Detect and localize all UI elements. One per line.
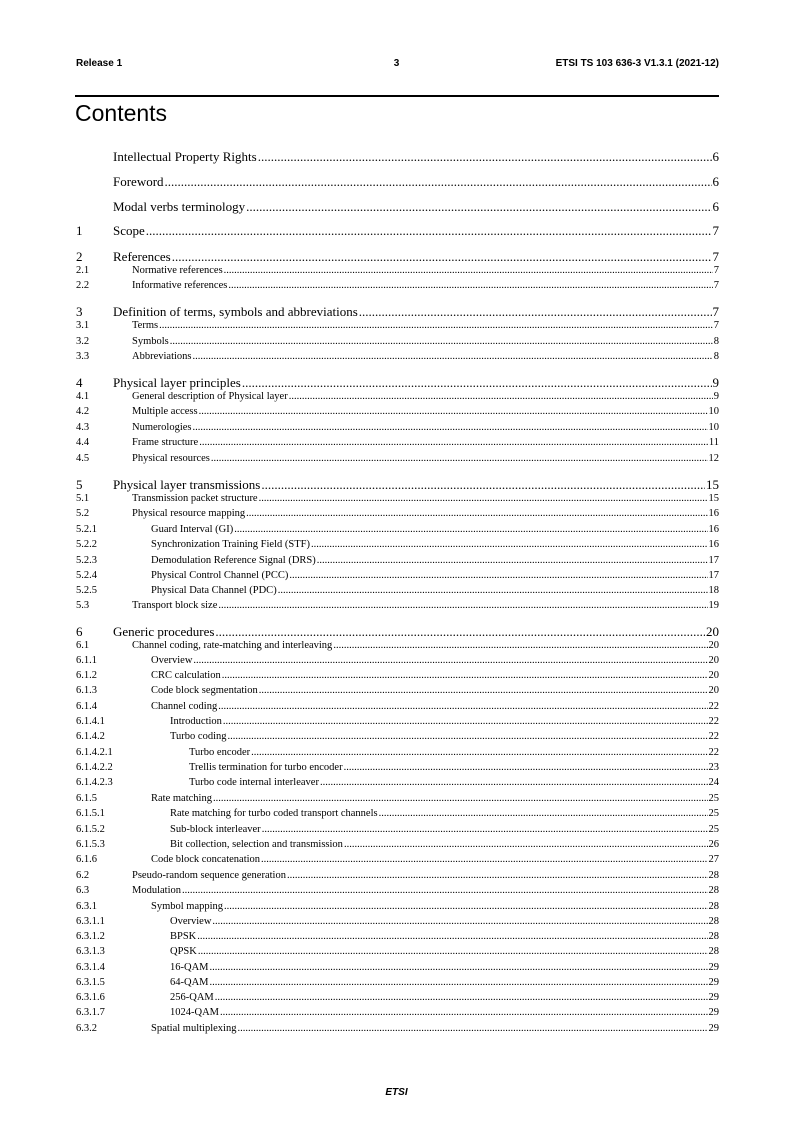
toc-entry-number: 2.1 <box>76 265 90 276</box>
toc-entry[interactable] <box>76 149 719 165</box>
toc-entry[interactable] <box>76 249 719 265</box>
toc-entry-number: 6.1.4 <box>76 701 97 712</box>
toc-dot-leader <box>199 406 708 417</box>
toc-entry-title: Frame structure <box>132 437 199 448</box>
toc-entry-number: 6.1.5.2 <box>76 824 105 835</box>
toc-entry-number: 6.3.1.6 <box>76 992 105 1003</box>
toc-entry-page: 15 <box>706 477 719 492</box>
toc-entry-number: 6.1.1 <box>76 655 97 666</box>
toc-entry-page: 7 <box>712 249 719 264</box>
toc-dot-leader <box>218 701 707 712</box>
toc-entry-page: 20 <box>706 624 719 639</box>
toc-entry-number: 5.2 <box>76 508 90 519</box>
toc-dot-leader <box>289 391 713 402</box>
toc-entry-page: 29 <box>708 1007 719 1018</box>
toc-dot-leader <box>212 916 707 927</box>
toc-entry[interactable] <box>76 931 719 942</box>
toc-entry-page: 19 <box>708 600 719 611</box>
toc-entry-title: Trellis termination for turbo encoder <box>189 762 343 773</box>
toc-entry-page: 29 <box>708 977 719 988</box>
toc-dot-leader <box>220 1007 708 1018</box>
toc-entry[interactable] <box>76 524 719 535</box>
toc-dot-leader <box>228 280 712 291</box>
toc-entry-number: 6.1.3 <box>76 685 97 696</box>
toc-entry-title: 256-QAM <box>170 992 214 1003</box>
toc-entry-number: 1 <box>76 223 83 238</box>
toc-entry-title: Pseudo-random sequence generation <box>132 870 286 881</box>
toc-entry-page: 11 <box>708 437 719 448</box>
toc-entry-title: Generic procedures <box>113 624 215 639</box>
toc-entry-title: Bit collection, selection and transmission <box>170 839 343 850</box>
toc-entry[interactable] <box>76 437 719 448</box>
toc-entry-title: Physical layer transmissions <box>113 477 261 492</box>
toc-entry-title: 16-QAM <box>170 962 209 973</box>
toc-dot-leader <box>223 716 708 727</box>
toc-entry-number: 5.2.1 <box>76 524 97 535</box>
toc-entry-number: 6.1.5 <box>76 793 97 804</box>
toc-entry-title: QPSK <box>170 946 197 957</box>
toc-entry-title: Symbols <box>132 336 169 347</box>
toc-entry-number: 6.1.4.1 <box>76 716 105 727</box>
toc-entry-page: 20 <box>708 685 719 696</box>
toc-dot-leader <box>193 351 713 362</box>
toc-entry-page: 20 <box>708 670 719 681</box>
toc-entry-page: 7 <box>712 223 719 238</box>
toc-entry-page: 7 <box>713 265 719 276</box>
toc-dot-leader <box>228 731 708 742</box>
toc-dot-leader <box>197 931 707 942</box>
toc-entry[interactable] <box>76 1007 719 1018</box>
toc-dot-leader <box>224 265 713 276</box>
toc-entry-title: Introduction <box>170 716 222 727</box>
toc-entry-page: 22 <box>708 731 719 742</box>
toc-entry[interactable] <box>76 555 719 566</box>
toc-entry-page: 29 <box>708 1023 719 1034</box>
toc-entry-title: Symbol mapping <box>151 901 224 912</box>
toc-entry-number: 6.1.4.2 <box>76 731 105 742</box>
toc-entry-title: Channel coding, rate-matching and interleaving <box>132 640 333 651</box>
toc-entry-title: Transport block size <box>132 600 218 611</box>
toc-entry-number: 5 <box>76 477 83 492</box>
toc-entry[interactable] <box>76 493 719 504</box>
toc-entry-number: 4.2 <box>76 406 90 417</box>
toc-entry-title: Modal verbs terminology <box>113 199 246 214</box>
toc-entry-page: 29 <box>708 992 719 1003</box>
toc-entry-page: 6 <box>712 199 719 214</box>
toc-entry-number: 5.2.5 <box>76 585 97 596</box>
toc-entry[interactable] <box>76 824 719 835</box>
toc-entry-title: Physical Data Channel (PDC) <box>151 585 277 596</box>
toc-entry[interactable] <box>76 223 719 239</box>
toc-entry-number: 5.2.3 <box>76 555 97 566</box>
toc-entry[interactable] <box>76 655 719 666</box>
toc-entry[interactable] <box>76 762 719 773</box>
toc-entry-page: 25 <box>708 808 719 819</box>
toc-entry[interactable] <box>76 640 719 651</box>
toc-entry-title: Foreword <box>113 174 164 189</box>
toc-entry-page: 8 <box>713 351 719 362</box>
toc-entry-number: 6.1.5.3 <box>76 839 105 850</box>
toc-entry-title: Sub-block interleaver <box>170 824 261 835</box>
toc-entry[interactable] <box>76 777 719 788</box>
header-rule <box>75 95 719 97</box>
toc-entry-title: Synchronization Training Field (STF) <box>151 539 310 550</box>
toc-entry[interactable] <box>76 422 719 433</box>
toc-entry-page: 28 <box>708 870 719 881</box>
toc-entry-page: 8 <box>713 336 719 347</box>
toc-entry-number: 6.2 <box>76 870 90 881</box>
toc-entry[interactable] <box>76 670 719 681</box>
toc-entry[interactable] <box>76 477 719 493</box>
toc-entry-number: 4.5 <box>76 453 90 464</box>
toc-entry-page: 20 <box>708 655 719 666</box>
toc-entry-number: 5.1 <box>76 493 90 504</box>
toc-entry-page: 6 <box>712 149 719 164</box>
toc-entry-number: 3.2 <box>76 336 90 347</box>
toc-dot-leader <box>262 824 708 835</box>
toc-entry-title: Channel coding <box>151 701 218 712</box>
toc-entry-number: 3 <box>76 304 83 319</box>
toc-entry-page: 28 <box>708 916 719 927</box>
toc-dot-leader <box>333 640 707 651</box>
toc-entry-title: CRC calculation <box>151 670 221 681</box>
toc-entry[interactable] <box>76 1023 719 1034</box>
toc-entry-title: Abbreviations <box>132 351 192 362</box>
toc-entry-title: Multiple access <box>132 406 198 417</box>
toc-entry-page: 10 <box>708 422 719 433</box>
toc-entry-page: 24 <box>708 777 719 788</box>
toc-dot-leader <box>210 962 708 973</box>
toc-entry-title: Numerologies <box>132 422 192 433</box>
toc-entry[interactable] <box>76 808 719 819</box>
toc-entry[interactable] <box>76 901 719 912</box>
toc-entry[interactable] <box>76 747 719 758</box>
toc-dot-leader <box>234 524 707 535</box>
toc-entry-page: 9 <box>713 391 719 402</box>
toc-dot-leader <box>198 946 708 957</box>
toc-entry-title: Scope <box>113 223 145 238</box>
toc-dot-leader <box>359 304 712 320</box>
toc-entry-title: Physical layer principles <box>113 375 241 390</box>
toc-dot-leader <box>261 854 707 865</box>
toc-entry-page: 29 <box>708 962 719 973</box>
toc-entry-number: 6.1.4.2.3 <box>76 777 113 788</box>
toc-dot-leader <box>251 747 707 758</box>
toc-entry-title: References <box>113 249 171 264</box>
toc-entry[interactable] <box>76 391 719 402</box>
toc-dot-leader <box>199 437 708 448</box>
toc-dot-leader <box>379 808 708 819</box>
toc-entry-title: Code block concatenation <box>151 854 261 865</box>
toc-entry-page: 22 <box>708 716 719 727</box>
toc-entry-title: Normative references <box>132 265 223 276</box>
toc-entry-page: 7 <box>713 280 719 291</box>
toc-dot-leader <box>193 422 708 433</box>
toc-entry[interactable] <box>76 716 719 727</box>
toc-entry[interactable] <box>76 174 719 190</box>
toc-entry[interactable] <box>76 854 719 865</box>
toc-entry-number: 6.1.4.2.1 <box>76 747 113 758</box>
toc-entry-title: Terms <box>132 320 159 331</box>
toc-dot-leader <box>159 320 713 331</box>
toc-entry-title: Modulation <box>132 885 181 896</box>
toc-entry-number: 5.3 <box>76 600 90 611</box>
toc-entry-page: 6 <box>712 174 719 189</box>
toc-entry-title: Overview <box>170 916 212 927</box>
toc-entry-number: 6.1.5.1 <box>76 808 105 819</box>
toc-entry-page: 17 <box>708 570 719 581</box>
toc-entry-title: Turbo coding <box>170 731 227 742</box>
toc-dot-leader <box>259 493 708 504</box>
toc-entry[interactable] <box>76 336 719 347</box>
toc-entry[interactable] <box>76 916 719 927</box>
toc-dot-leader <box>278 585 708 596</box>
toc-entry[interactable] <box>76 265 719 276</box>
toc-entry-page: 28 <box>708 946 719 957</box>
toc-dot-leader <box>246 508 707 519</box>
toc-entry-title: Physical resource mapping <box>132 508 246 519</box>
toc-entry-title: Code block segmentation <box>151 685 258 696</box>
toc-entry-number: 6 <box>76 624 83 639</box>
toc-dot-leader <box>287 870 708 881</box>
toc-dot-leader <box>344 762 708 773</box>
toc-entry-title: Guard Interval (GI) <box>151 524 234 535</box>
toc-entry[interactable] <box>76 624 719 640</box>
toc-entry-number: 6.3 <box>76 885 90 896</box>
header-document-id: ETSI TS 103 636-3 V1.3.1 (2021-12) <box>555 58 719 69</box>
toc-entry[interactable] <box>76 946 719 957</box>
toc-entry-number: 6.3.1.1 <box>76 916 105 927</box>
toc-dot-leader <box>213 793 708 804</box>
toc-entry-page: 7 <box>712 304 719 319</box>
toc-entry-number: 6.3.1 <box>76 901 97 912</box>
toc-dot-leader <box>222 670 708 681</box>
toc-entry[interactable] <box>76 320 719 331</box>
toc-entry-page: 28 <box>708 931 719 942</box>
toc-entry-title: General description of Physical layer <box>132 391 288 402</box>
toc-entry[interactable] <box>76 304 719 320</box>
toc-entry-number: 6.1.4.2.2 <box>76 762 113 773</box>
toc-dot-leader <box>344 839 708 850</box>
toc-entry[interactable] <box>76 962 719 973</box>
toc-dot-leader <box>258 149 712 165</box>
toc-dot-leader <box>182 885 708 896</box>
toc-dot-leader <box>237 1023 707 1034</box>
toc-entry-number: 4.3 <box>76 422 90 433</box>
toc-entry-page: 7 <box>713 320 719 331</box>
toc-entry-number: 2 <box>76 249 83 264</box>
toc-entry-page: 27 <box>708 854 719 865</box>
toc-entry-title: Overview <box>151 655 193 666</box>
toc-entry-number: 6.3.1.3 <box>76 946 105 957</box>
toc-entry-title: Rate matching for turbo coded transport channels <box>170 808 378 819</box>
toc-entry-number: 6.1.2 <box>76 670 97 681</box>
toc-entry[interactable] <box>76 570 719 581</box>
toc-dot-leader <box>289 570 707 581</box>
toc-entry[interactable] <box>76 508 719 519</box>
toc-entry-page: 23 <box>708 762 719 773</box>
toc-dot-leader <box>246 199 711 215</box>
toc-entry-number: 6.3.2 <box>76 1023 97 1034</box>
toc-dot-leader <box>170 336 713 347</box>
toc-entry-number: 5.2.2 <box>76 539 97 550</box>
toc-entry-title: Physical Control Channel (PCC) <box>151 570 289 581</box>
toc-entry-page: 12 <box>708 453 719 464</box>
header-release: Release 1 <box>76 58 123 69</box>
toc-dot-leader <box>218 600 707 611</box>
toc-entry-page: 18 <box>708 585 719 596</box>
toc-entry-number: 3.3 <box>76 351 90 362</box>
toc-entry-page: 10 <box>708 406 719 417</box>
toc-entry-page: 22 <box>708 701 719 712</box>
toc-entry-number: 6.3.1.2 <box>76 931 105 942</box>
toc-entry[interactable] <box>76 585 719 596</box>
toc-entry-page: 16 <box>708 539 719 550</box>
toc-entry[interactable] <box>76 885 719 896</box>
toc-dot-leader <box>165 174 712 190</box>
toc-entry-title: Rate matching <box>151 793 212 804</box>
toc-entry-title: Demodulation Reference Signal (DRS) <box>151 555 316 566</box>
toc-entry-number: 6.3.1.4 <box>76 962 105 973</box>
toc-entry-page: 26 <box>708 839 719 850</box>
toc-entry-number: 5.2.4 <box>76 570 97 581</box>
toc-dot-leader <box>320 777 708 788</box>
toc-entry-page: 16 <box>708 508 719 519</box>
toc-entry[interactable] <box>76 701 719 712</box>
toc-dot-leader <box>261 477 705 493</box>
toc-entry-title: Transmission packet structure <box>132 493 258 504</box>
toc-entry[interactable] <box>76 199 719 215</box>
toc-entry-number: 6.1.6 <box>76 854 97 865</box>
toc-entry-title: Spatial multiplexing <box>151 1023 237 1034</box>
toc-entry[interactable] <box>76 685 719 696</box>
toc-entry[interactable] <box>76 793 719 804</box>
toc-entry[interactable] <box>76 351 719 362</box>
toc-entry-page: 17 <box>708 555 719 566</box>
toc-dot-leader <box>210 977 708 988</box>
page-title: Contents <box>75 100 168 126</box>
toc-entry-number: 2.2 <box>76 280 90 291</box>
toc-entry-page: 28 <box>708 901 719 912</box>
toc-dot-leader <box>211 453 708 464</box>
toc-entry-number: 6.3.1.5 <box>76 977 105 988</box>
toc-entry[interactable] <box>76 453 719 464</box>
toc-entry-number: 4 <box>76 375 83 390</box>
toc-dot-leader <box>193 655 707 666</box>
toc-entry-number: 3.1 <box>76 320 90 331</box>
toc-entry-page: 16 <box>708 524 719 535</box>
toc-entry-page: 25 <box>708 793 719 804</box>
toc-entry[interactable] <box>76 870 719 881</box>
toc-entry-page: 28 <box>708 885 719 896</box>
toc-entry-page: 20 <box>708 640 719 651</box>
toc-entry-title: Turbo encoder <box>189 747 251 758</box>
toc-entry-number: 4.1 <box>76 391 90 402</box>
toc-dot-leader <box>311 539 708 550</box>
toc-entry-number: 4.4 <box>76 437 90 448</box>
toc-entry-title: Informative references <box>132 280 228 291</box>
toc-dot-leader <box>224 901 707 912</box>
toc-dot-leader <box>146 223 712 239</box>
header-page-number: 3 <box>393 58 400 69</box>
toc-entry-page: 25 <box>708 824 719 835</box>
toc-entry[interactable] <box>76 375 719 391</box>
toc-entry-title: Physical resources <box>132 453 210 464</box>
toc-entry-title: Definition of terms, symbols and abbreviations <box>113 304 358 319</box>
toc-entry-number: 6.1 <box>76 640 90 651</box>
toc-entry[interactable] <box>76 839 719 850</box>
footer-etsi: ETSI <box>385 1087 408 1098</box>
toc-entry[interactable] <box>76 280 719 291</box>
toc-entry-title: Intellectual Property Rights <box>113 149 257 164</box>
toc-entry-page: 22 <box>708 747 719 758</box>
toc-entry-title: Turbo code internal interleaver <box>189 777 319 788</box>
toc-entry-title: BPSK <box>170 931 197 942</box>
toc-dot-leader <box>172 249 712 265</box>
toc-dot-leader <box>215 624 705 640</box>
toc-entry-title: 1024-QAM <box>170 1007 219 1018</box>
toc-entry-number: 6.3.1.7 <box>76 1007 105 1018</box>
toc-entry[interactable] <box>76 600 719 611</box>
toc-entry[interactable] <box>76 992 719 1003</box>
toc-entry-title: 64-QAM <box>170 977 209 988</box>
toc-entry[interactable] <box>76 731 719 742</box>
toc-dot-leader <box>215 992 708 1003</box>
toc-dot-leader <box>317 555 708 566</box>
toc-entry-page: 15 <box>708 493 719 504</box>
toc-dot-leader <box>259 685 708 696</box>
toc-dot-leader <box>242 375 712 391</box>
toc-entry[interactable] <box>76 406 719 417</box>
toc-entry[interactable] <box>76 539 719 550</box>
toc-entry[interactable] <box>76 977 719 988</box>
toc-entry-page: 9 <box>712 375 719 390</box>
